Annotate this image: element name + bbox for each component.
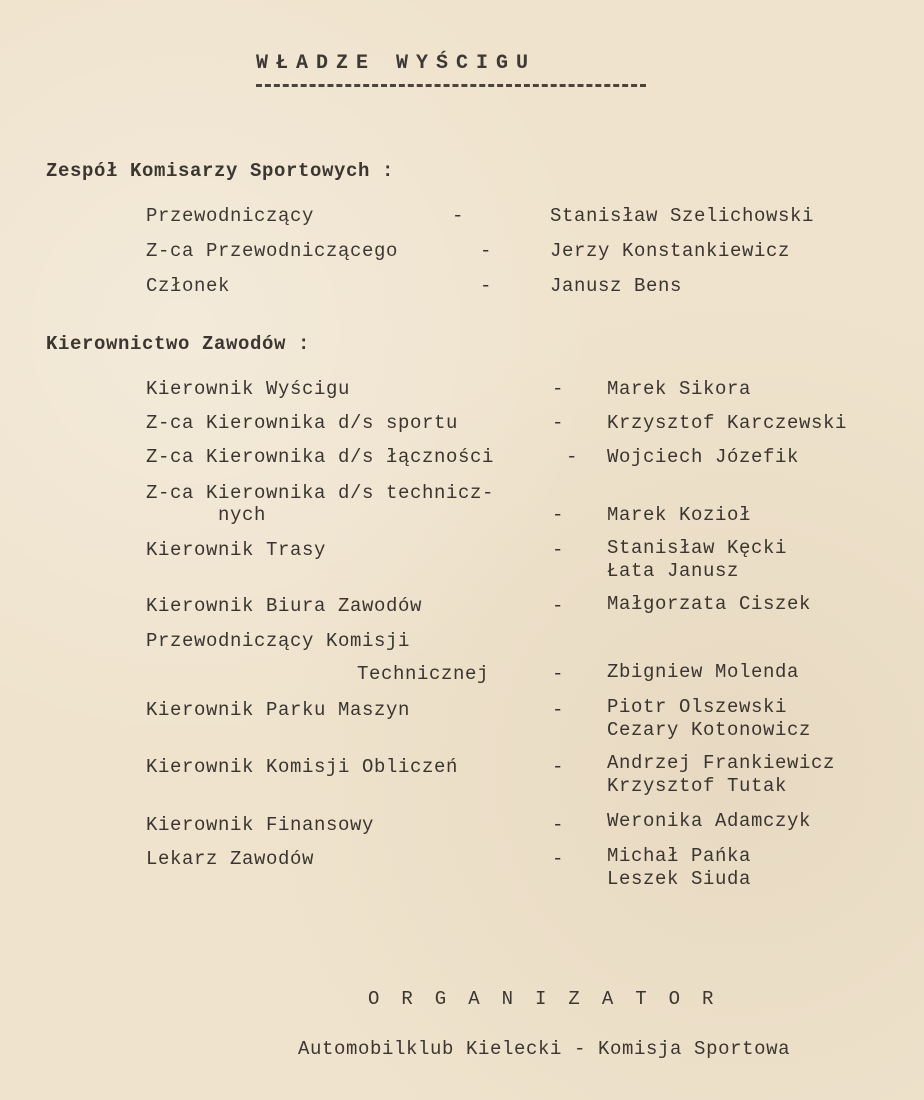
management-role: Kierownik Finansowy: [146, 814, 375, 836]
commissioner-role: Z-ca Przewodniczącego: [146, 240, 399, 262]
management-role-continued: nych: [218, 504, 267, 526]
management-name-second: Leszek Siuda: [607, 868, 752, 890]
dash: -: [552, 504, 565, 526]
dash: -: [552, 412, 565, 434]
title-underline: [256, 84, 646, 87]
management-role: Kierownik Wyścigu: [146, 378, 351, 400]
management-name: Marek Kozioł: [607, 504, 752, 526]
dash: -: [552, 539, 565, 561]
dash: -: [552, 595, 565, 617]
commissioner-name: Janusz Bens: [550, 275, 683, 297]
management-role: Z-ca Kierownika d/s technicz-: [146, 482, 495, 504]
management-role: Kierownik Komisji Obliczeń: [146, 756, 459, 778]
management-name: Marek Sikora: [607, 378, 752, 400]
commissioner-role: Przewodniczący: [146, 205, 315, 227]
dash: -: [452, 205, 465, 227]
management-role: Kierownik Trasy: [146, 539, 327, 561]
dash: -: [552, 378, 565, 400]
management-name: Andrzej Frankiewicz: [607, 752, 836, 774]
management-name: Małgorzata Ciszek: [607, 593, 812, 615]
dash: -: [552, 663, 565, 685]
management-role: Z-ca Kierownika d/s łączności: [146, 446, 495, 468]
page-title: WŁADZE WYŚCIGU: [256, 52, 537, 75]
management-role: Kierownik Biura Zawodów: [146, 595, 423, 617]
management-role: Kierownik Parku Maszyn: [146, 699, 411, 721]
management-role-continued: Technicznej: [357, 663, 490, 685]
commissioner-name: Stanisław Szelichowski: [550, 205, 815, 227]
dash: -: [480, 275, 493, 297]
management-name: Krzysztof Karczewski: [607, 412, 848, 434]
management-name-second: Łata Janusz: [607, 560, 740, 582]
management-role: Lekarz Zawodów: [146, 848, 315, 870]
dash: -: [552, 814, 565, 836]
dash: -: [552, 756, 565, 778]
management-heading: Kierownictwo Zawodów :: [46, 333, 311, 355]
dash: -: [480, 240, 493, 262]
commissioner-role: Członek: [146, 275, 231, 297]
management-name: Zbigniew Molenda: [607, 661, 800, 683]
management-name: Michał Pańka: [607, 845, 752, 867]
management-name: Stanisław Kęcki: [607, 537, 788, 559]
dash: -: [552, 848, 565, 870]
dash: -: [566, 446, 579, 468]
management-role: Przewodniczący Komisji: [146, 630, 411, 652]
management-name-second: Krzysztof Tutak: [607, 775, 788, 797]
commissioners-heading: Zespół Komisarzy Sportowych :: [46, 160, 395, 182]
commissioner-name: Jerzy Konstankiewicz: [550, 240, 791, 262]
management-name: Piotr Olszewski: [607, 696, 788, 718]
management-name: Wojciech Józefik: [607, 446, 800, 468]
management-role: Z-ca Kierownika d/s sportu: [146, 412, 459, 434]
dash: -: [552, 699, 565, 721]
management-name: Weronika Adamczyk: [607, 810, 812, 832]
organizer-name: Automobilklub Kielecki - Komisja Sportowa: [298, 1038, 791, 1060]
management-name-second: Cezary Kotonowicz: [607, 719, 812, 741]
organizer-label: ORGANIZATOR: [368, 988, 736, 1010]
